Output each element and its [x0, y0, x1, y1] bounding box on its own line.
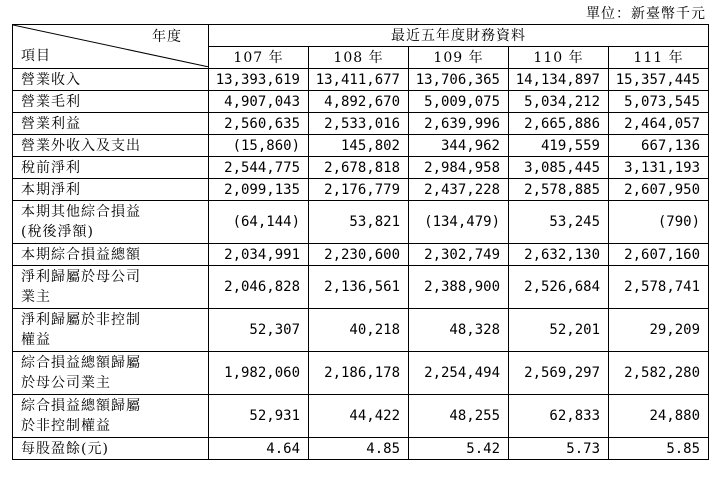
- value-cell: 2,632,130: [509, 244, 609, 266]
- value-cell: 2,388,900: [409, 266, 509, 309]
- value-cell: 4.85: [309, 438, 409, 460]
- value-cell: 2,582,280: [609, 352, 709, 395]
- value-cell: 2,186,178: [309, 352, 409, 395]
- table-body: [13, 69, 709, 460]
- table-row: [13, 244, 709, 266]
- value-cell: 2,176,779: [309, 179, 409, 201]
- row-label: [13, 438, 209, 460]
- value-cell: 53,821: [309, 201, 409, 244]
- value-cell: 13,393,619: [209, 69, 309, 91]
- row-label-line: 營業外收入及支出: [21, 137, 141, 154]
- row-label: [13, 113, 209, 135]
- row-label-line: 於母公司業主: [21, 375, 111, 391]
- value-cell: 5.73: [509, 438, 609, 460]
- table-row: [13, 309, 709, 352]
- row-label-line: 淨利歸屬於非控制: [21, 312, 141, 328]
- row-label-line: 本期淨利: [21, 181, 81, 198]
- value-cell: 2,569,297: [509, 352, 609, 395]
- value-cell: 40,218: [309, 309, 409, 352]
- value-cell: 1,982,060: [209, 352, 309, 395]
- row-label: [13, 179, 209, 201]
- value-cell: 29,209: [609, 309, 709, 352]
- row-label: [13, 157, 209, 179]
- value-cell: 24,880: [609, 395, 709, 438]
- year-header: 110 年: [509, 47, 609, 69]
- value-cell: 2,302,749: [409, 244, 509, 266]
- value-cell: 2,230,600: [309, 244, 409, 266]
- value-cell: 4.64: [209, 438, 309, 460]
- value-cell: 48,255: [409, 395, 509, 438]
- value-cell: 48,328: [409, 309, 509, 352]
- row-label-line: 本期綜合損益總額: [21, 246, 141, 263]
- value-cell: 2,560,635: [209, 113, 309, 135]
- value-cell: 2,464,057: [609, 113, 709, 135]
- row-label-line: 每股盈餘(元): [21, 440, 109, 457]
- year-header: 108 年: [309, 47, 409, 69]
- table-row: [13, 113, 709, 135]
- value-cell: 2,099,135: [209, 179, 309, 201]
- table-row: [13, 395, 709, 438]
- table-row: [13, 352, 709, 395]
- value-cell: 667,136: [609, 135, 709, 157]
- value-cell: 2,984,958: [409, 157, 509, 179]
- row-label-line: 權益: [21, 332, 51, 348]
- row-label-line: 綜合損益總額歸屬: [21, 398, 141, 414]
- value-cell: 2,136,561: [309, 266, 409, 309]
- table-row: [13, 438, 709, 460]
- value-cell: 14,134,897: [509, 69, 609, 91]
- value-cell: 145,802: [309, 135, 409, 157]
- value-cell: 2,046,828: [209, 266, 309, 309]
- value-cell: 62,833: [509, 395, 609, 438]
- value-cell: 2,533,016: [309, 113, 409, 135]
- row-label-line: 本期其他綜合損益: [21, 204, 141, 220]
- financial-table: [12, 24, 709, 460]
- value-cell: 53,245: [509, 201, 609, 244]
- value-cell: 2,639,996: [409, 113, 509, 135]
- row-label: [13, 352, 209, 395]
- row-label: [13, 266, 209, 309]
- unit-note: 單位：新臺幣千元: [586, 6, 706, 22]
- row-label: [13, 69, 209, 91]
- value-cell: 3,131,193: [609, 157, 709, 179]
- row-label: [13, 135, 209, 157]
- corner-item-label: 項目: [21, 48, 51, 64]
- value-cell: 52,201: [509, 309, 609, 352]
- row-label-line: 營業毛利: [21, 93, 81, 110]
- row-label: [13, 244, 209, 266]
- value-cell: 344,962: [409, 135, 509, 157]
- year-header: 111 年: [609, 47, 709, 69]
- value-cell: 2,678,818: [309, 157, 409, 179]
- row-label-line: 稅前淨利: [21, 159, 81, 176]
- value-cell: 3,085,445: [509, 157, 609, 179]
- year-header: 109 年: [409, 47, 509, 69]
- table-row: [13, 179, 709, 201]
- table-row: [13, 157, 709, 179]
- value-cell: 5,073,545: [609, 91, 709, 113]
- value-cell: 2,437,228: [409, 179, 509, 201]
- table-row: [13, 135, 709, 157]
- value-cell: 4,892,670: [309, 91, 409, 113]
- value-cell: (15,860): [209, 135, 309, 157]
- value-cell: 2,578,741: [609, 266, 709, 309]
- year-header: 107 年: [209, 47, 309, 69]
- value-cell: (64,144): [209, 201, 309, 244]
- row-label: [13, 91, 209, 113]
- value-cell: (790): [609, 201, 709, 244]
- table-row: [13, 266, 709, 309]
- corner-header: [13, 25, 209, 69]
- value-cell: 52,307: [209, 309, 309, 352]
- table-row: [13, 91, 709, 113]
- value-cell: 2,607,950: [609, 179, 709, 201]
- value-cell: 13,706,365: [409, 69, 509, 91]
- row-label: [13, 201, 209, 244]
- table-row: [13, 201, 709, 244]
- value-cell: 5,034,212: [509, 91, 609, 113]
- value-cell: 2,607,160: [609, 244, 709, 266]
- row-label-line: 於非控制權益: [21, 418, 111, 434]
- value-cell: (134,479): [409, 201, 509, 244]
- row-label-line: 淨利歸屬於母公司: [21, 269, 141, 285]
- value-cell: 13,411,677: [309, 69, 409, 91]
- value-cell: 52,931: [209, 395, 309, 438]
- row-label: [13, 395, 209, 438]
- row-label-line: 營業利益: [21, 115, 81, 132]
- value-cell: 2,254,494: [409, 352, 509, 395]
- value-cell: 2,665,886: [509, 113, 609, 135]
- value-cell: 419,559: [509, 135, 609, 157]
- value-cell: 44,422: [309, 395, 409, 438]
- value-cell: 2,544,775: [209, 157, 309, 179]
- value-cell: 5.42: [409, 438, 509, 460]
- value-cell: 2,034,991: [209, 244, 309, 266]
- corner-year-label: 年度: [152, 29, 182, 45]
- table-row: [13, 69, 709, 91]
- group-title: 最近五年度財務資料: [209, 25, 709, 47]
- value-cell: 5,009,075: [409, 91, 509, 113]
- row-label-line: 綜合損益總額歸屬: [21, 355, 141, 371]
- value-cell: 2,578,885: [509, 179, 609, 201]
- row-label-line: (稅後淨額): [21, 224, 94, 240]
- value-cell: 15,357,445: [609, 69, 709, 91]
- row-label: [13, 309, 209, 352]
- row-label-line: 業主: [21, 289, 51, 305]
- value-cell: 5.85: [609, 438, 709, 460]
- value-cell: 4,907,043: [209, 91, 309, 113]
- value-cell: 2,526,684: [509, 266, 609, 309]
- row-label-line: 營業收入: [21, 71, 81, 88]
